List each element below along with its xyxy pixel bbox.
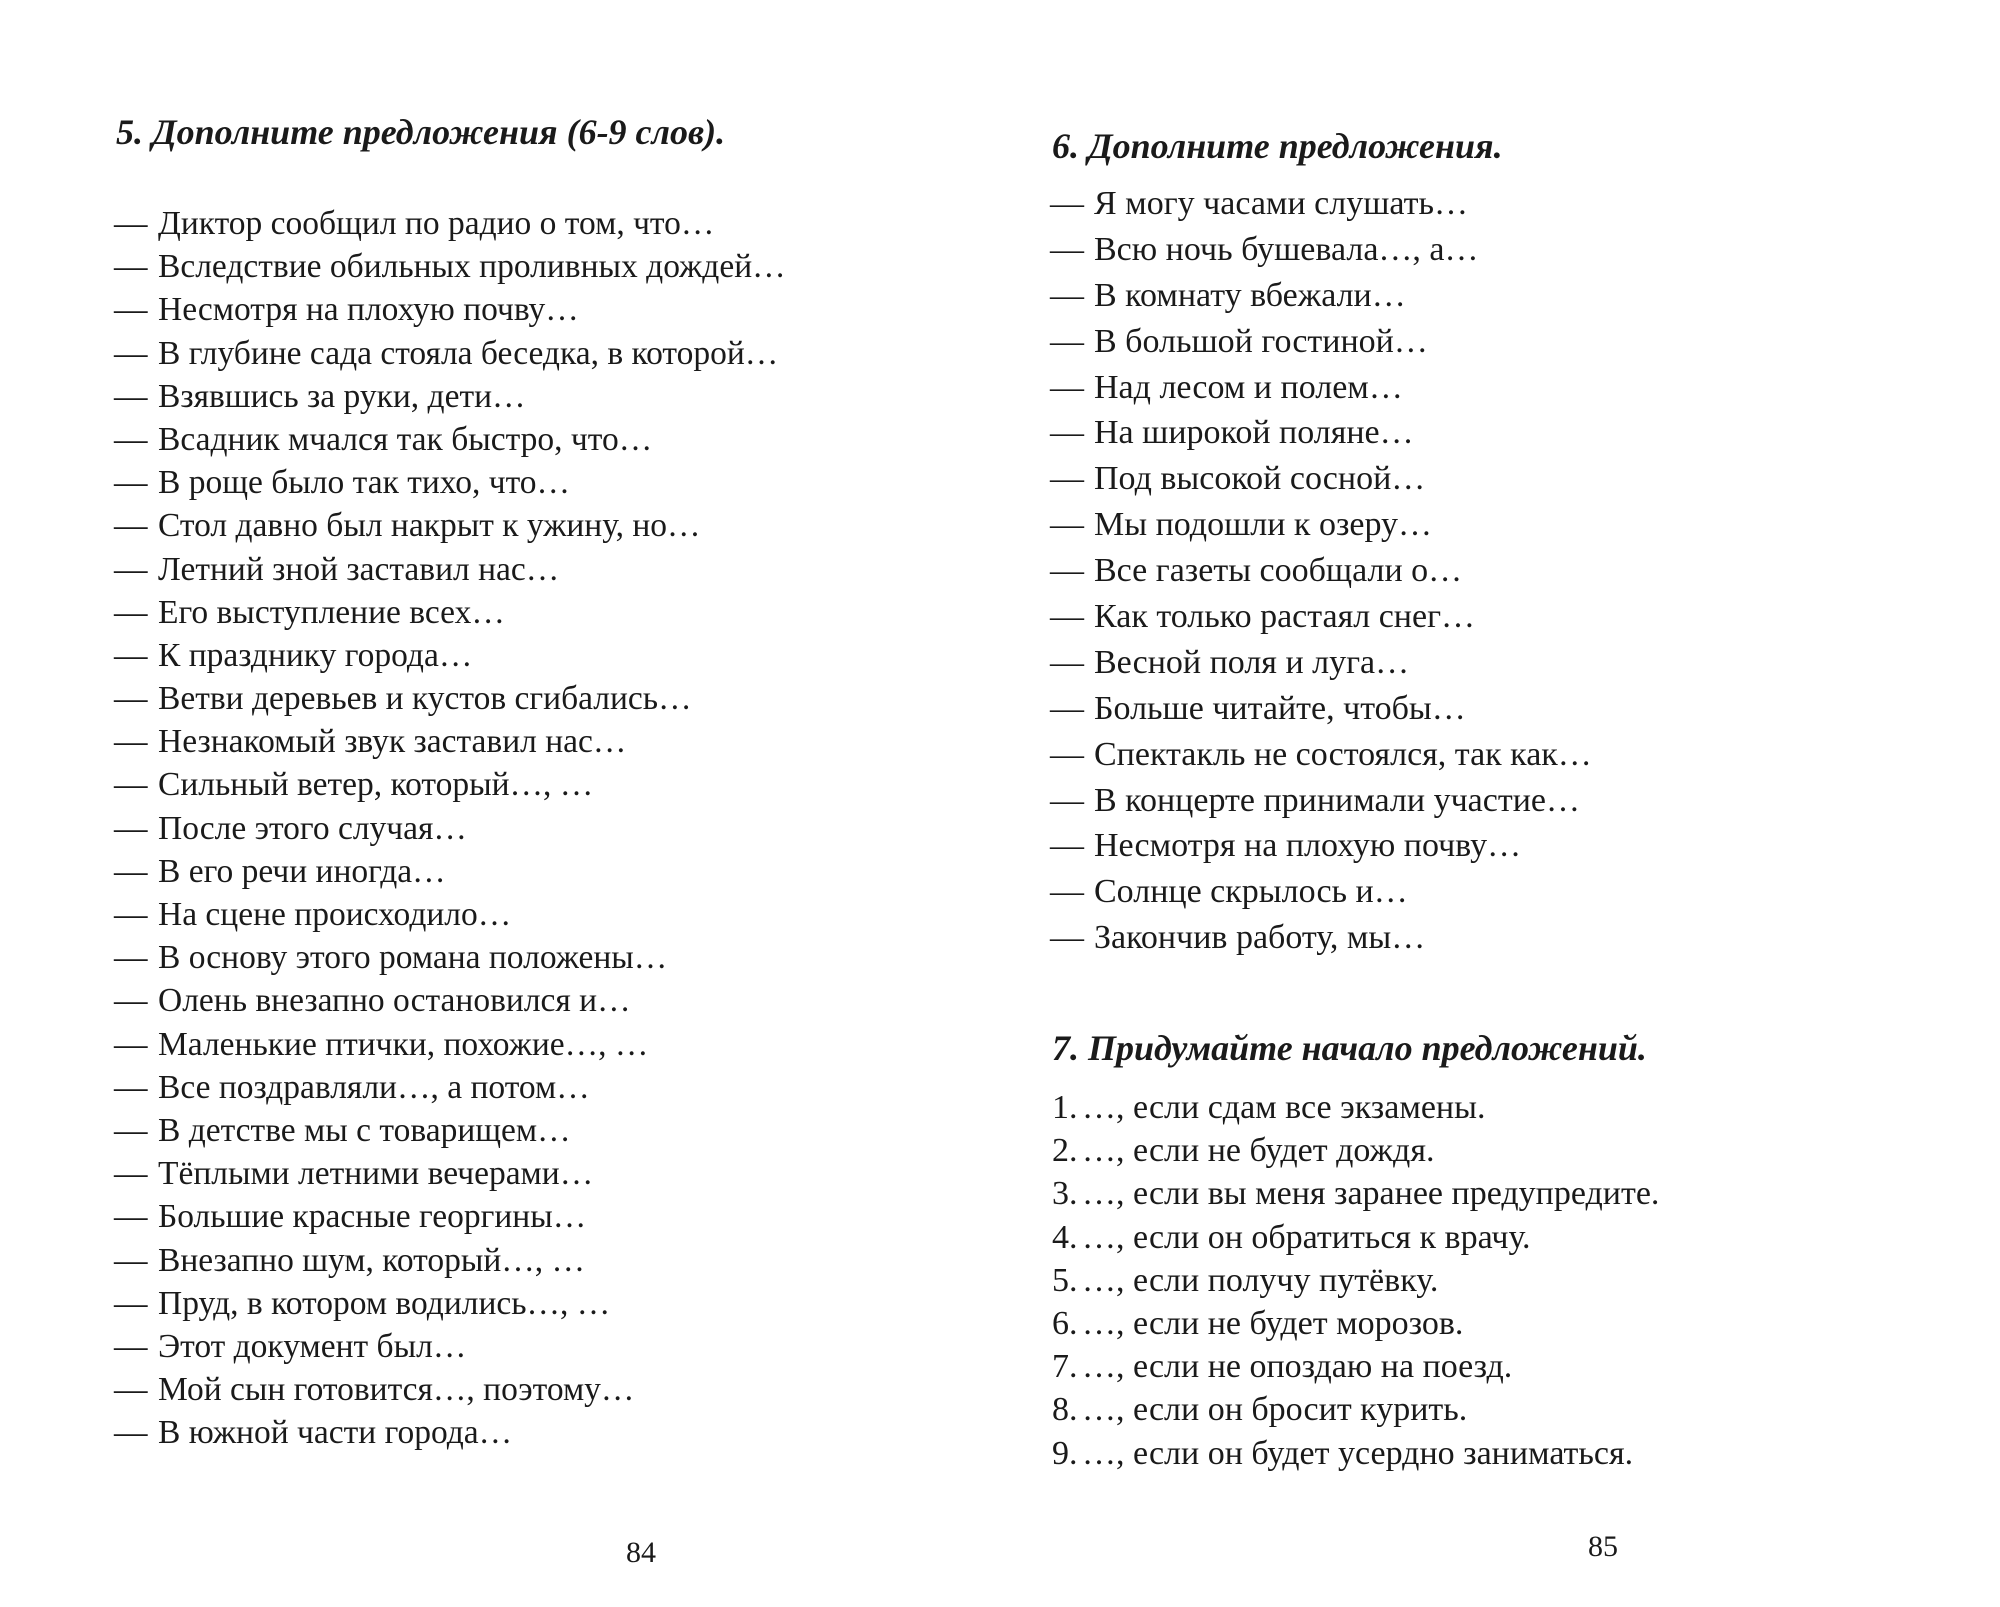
list-item <box>114 807 786 850</box>
dash-marker: — <box>114 723 148 761</box>
dash-marker: — <box>114 896 148 933</box>
list-item <box>114 461 786 504</box>
item-text: …, если он обратиться к врачу. <box>1082 1218 1531 1256</box>
item-text: …, если не будет морозов. <box>1082 1304 1464 1342</box>
item-number: 3. <box>1052 1175 1078 1213</box>
dash-marker: — <box>114 334 148 372</box>
item-number: 6. <box>1052 1304 1078 1342</box>
list-item <box>114 1325 786 1368</box>
dash-marker: — <box>114 939 148 977</box>
list-item <box>1050 181 1592 227</box>
dash-marker: — <box>1050 414 1084 452</box>
list-item <box>1052 1172 1659 1215</box>
list-item <box>1052 1432 1659 1475</box>
item-text: Мой сын готовится…, поэтому… <box>158 1371 635 1409</box>
item-number: 5. <box>1052 1261 1078 1299</box>
dash-marker: — <box>1050 506 1084 544</box>
dash-marker: — <box>114 852 148 890</box>
list-item <box>114 720 786 763</box>
dash-marker: — <box>114 636 148 674</box>
item-text: В его речи иногда… <box>158 852 446 890</box>
dash-marker: — <box>1050 735 1084 773</box>
dash-marker: — <box>114 1241 148 1279</box>
list-item <box>114 288 786 331</box>
dash-marker: — <box>1050 460 1084 498</box>
dash-marker: — <box>114 1284 148 1322</box>
item-text: Этот документ был… <box>158 1327 467 1365</box>
item-text: В глубине сада стояла беседка, в которой… <box>158 334 779 372</box>
list-item <box>114 677 786 720</box>
dash-marker: — <box>114 680 148 718</box>
list-item <box>1050 778 1592 824</box>
list-item <box>114 1066 786 1109</box>
list-item <box>114 375 786 418</box>
dash-marker: — <box>1050 322 1084 360</box>
dash-marker: — <box>1050 185 1084 222</box>
dash-marker: — <box>1050 598 1084 636</box>
dash-marker: — <box>114 1111 148 1149</box>
list-item <box>114 893 786 936</box>
list-item <box>1050 823 1592 869</box>
item-text: Солнце скрылось и… <box>1094 873 1408 911</box>
item-text: Все газеты сообщали о… <box>1094 552 1463 590</box>
list-item <box>114 763 786 806</box>
item-text: Пруд, в котором водились…, … <box>158 1284 611 1322</box>
exercise-7-list <box>1052 1086 1659 1475</box>
dash-marker: — <box>114 550 148 588</box>
list-item <box>1050 456 1592 502</box>
item-text: Его выступление всех… <box>158 593 505 631</box>
dash-marker: — <box>1050 781 1084 819</box>
item-text: …, если он бросит курить. <box>1082 1391 1468 1429</box>
list-item <box>114 504 786 547</box>
dash-marker: — <box>114 420 148 458</box>
list-item <box>114 1023 786 1066</box>
item-text: Всю ночь бушевала…, а… <box>1094 230 1479 268</box>
list-item <box>1050 869 1592 915</box>
item-text: Всадник мчался так быстро, что… <box>158 420 653 458</box>
exercise-5-heading: 5. Дополните предложения (6-9 слов). <box>116 112 726 152</box>
right-page <box>1000 0 2000 1607</box>
exercise-7-heading: 7. Придумайте начало предложений. <box>1052 1028 1647 1068</box>
item-text: В концерте принимали участие… <box>1094 781 1580 819</box>
dash-marker: — <box>114 809 148 847</box>
dash-marker: — <box>114 205 148 242</box>
list-item <box>114 202 786 245</box>
dash-marker: — <box>1050 919 1084 957</box>
item-number: 2. <box>1052 1132 1078 1170</box>
item-text: Тёплыми летними вечерами… <box>158 1155 594 1193</box>
list-item <box>114 418 786 461</box>
dash-marker: — <box>114 291 148 329</box>
list-item <box>1050 915 1592 961</box>
list-item <box>114 332 786 375</box>
item-text: Ветви деревьев и кустов сгибались… <box>158 680 692 718</box>
list-item <box>114 634 786 677</box>
dash-marker: — <box>1050 552 1084 590</box>
item-text: В детстве мы с товарищем… <box>158 1111 571 1149</box>
dash-marker: — <box>1050 827 1084 865</box>
item-text: …, если он будет усердно заниматься. <box>1082 1434 1634 1472</box>
list-item <box>114 548 786 591</box>
item-text: Олень внезапно остановился и… <box>158 982 631 1020</box>
list-item <box>1052 1259 1659 1302</box>
list-item <box>114 1411 786 1454</box>
list-item <box>1050 594 1592 640</box>
dash-marker: — <box>114 248 148 286</box>
dash-marker: — <box>114 1198 148 1236</box>
dash-marker: — <box>114 1025 148 1063</box>
item-text: В комнату вбежали… <box>1094 276 1406 314</box>
dash-marker: — <box>114 1327 148 1365</box>
item-text: Спектакль не состоялся, так как… <box>1094 735 1592 773</box>
item-number: 7. <box>1052 1348 1078 1386</box>
item-text: Несмотря на плохую почву… <box>1094 827 1522 865</box>
item-text: Несмотря на плохую почву… <box>158 291 579 329</box>
item-text: В роще было так тихо, что… <box>158 464 571 502</box>
item-text: Большие красные георгины… <box>158 1198 587 1236</box>
item-text: На широкой поляне… <box>1094 414 1414 452</box>
list-item <box>1050 319 1592 365</box>
item-text: Больше читайте, чтобы… <box>1094 689 1466 727</box>
list-item <box>1052 1302 1659 1345</box>
dash-marker: — <box>114 1371 148 1409</box>
item-text: Внезапно шум, который…, … <box>158 1241 586 1279</box>
dash-marker: — <box>114 982 148 1020</box>
item-text: …, если сдам все экзамены. <box>1082 1089 1486 1126</box>
dash-marker: — <box>1050 873 1084 911</box>
page-number-left: 84 <box>626 1536 656 1569</box>
item-text: Весной поля и луга… <box>1094 643 1410 681</box>
list-item <box>1050 686 1592 732</box>
dash-marker: — <box>1050 368 1084 406</box>
list-item <box>1052 1216 1659 1259</box>
item-text: …, если не будет дождя. <box>1082 1132 1435 1170</box>
list-item <box>114 979 786 1022</box>
list-item <box>114 936 786 979</box>
item-text: Стол давно был накрыт к ужину, но… <box>158 507 701 545</box>
dash-marker: — <box>1050 689 1084 727</box>
list-item <box>114 1239 786 1282</box>
list-item <box>1050 640 1592 686</box>
list-item <box>114 1282 786 1325</box>
item-text: Под высокой сосной… <box>1094 460 1426 498</box>
item-text: В южной части города… <box>158 1414 513 1452</box>
item-text: Взявшись за руки, дети… <box>158 377 526 415</box>
item-text: К празднику города… <box>158 636 473 674</box>
item-text: Маленькие птички, похожие…, … <box>158 1025 649 1063</box>
dash-marker: — <box>114 1414 148 1452</box>
list-item <box>114 1368 786 1411</box>
list-item <box>1050 273 1592 319</box>
list-item <box>114 1195 786 1238</box>
dash-marker: — <box>1050 230 1084 268</box>
list-item <box>114 850 786 893</box>
dash-marker: — <box>1050 276 1084 314</box>
list-item <box>1050 227 1592 273</box>
exercise-5-list <box>114 202 786 1454</box>
list-item <box>1052 1086 1659 1129</box>
item-text: Сильный ветер, который…, … <box>158 766 594 804</box>
dash-marker: — <box>114 1155 148 1193</box>
list-item <box>1050 365 1592 411</box>
item-text: Летний зной заставил нас… <box>158 550 560 588</box>
list-item <box>114 591 786 634</box>
dash-marker: — <box>114 377 148 415</box>
item-number: 4. <box>1052 1218 1078 1256</box>
list-item <box>1052 1129 1659 1172</box>
item-number: 9. <box>1052 1434 1078 1472</box>
list-item <box>114 1109 786 1152</box>
list-item <box>114 245 786 288</box>
list-item <box>1050 410 1592 456</box>
item-text: Мы подошли к озеру… <box>1094 506 1433 544</box>
dash-marker: — <box>114 507 148 545</box>
item-number: 8. <box>1052 1391 1078 1429</box>
dash-marker: — <box>1050 643 1084 681</box>
dash-marker: — <box>114 766 148 804</box>
item-text: Диктор сообщил по радио о том, что… <box>158 205 715 242</box>
item-text: Все поздравляли…, а потом… <box>158 1068 590 1106</box>
item-text: …, если не опоздаю на поезд. <box>1082 1348 1513 1386</box>
exercise-6-heading: 6. Дополните предложения. <box>1052 126 1503 166</box>
dash-marker: — <box>114 464 148 502</box>
item-text: …, если получу путёвку. <box>1082 1261 1439 1299</box>
item-text: …, если вы меня заранее предупредите. <box>1082 1175 1660 1213</box>
list-item <box>1050 732 1592 778</box>
item-text: Как только растаял снег… <box>1094 598 1476 636</box>
item-text: Вследствие обильных проливных дождей… <box>158 248 786 286</box>
list-item <box>114 1152 786 1195</box>
item-text: Закончив работу, мы… <box>1094 919 1426 957</box>
list-item <box>1050 502 1592 548</box>
item-number: 1. <box>1052 1089 1078 1126</box>
list-item <box>1052 1345 1659 1388</box>
item-text: Незнакомый звук заставил нас… <box>158 723 627 761</box>
list-item <box>1050 548 1592 594</box>
item-text: Я могу часами слушать… <box>1094 185 1468 222</box>
list-item <box>1052 1388 1659 1431</box>
exercise-6-list <box>1050 181 1592 961</box>
page-number-right: 85 <box>1588 1530 1618 1563</box>
dash-marker: — <box>114 593 148 631</box>
item-text: После этого случая… <box>158 809 467 847</box>
item-text: В основу этого романа положены… <box>158 939 668 977</box>
item-text: На сцене происходило… <box>158 896 512 933</box>
item-text: В большой гостиной… <box>1094 322 1428 360</box>
dash-marker: — <box>114 1068 148 1106</box>
item-text: Над лесом и полем… <box>1094 368 1403 406</box>
